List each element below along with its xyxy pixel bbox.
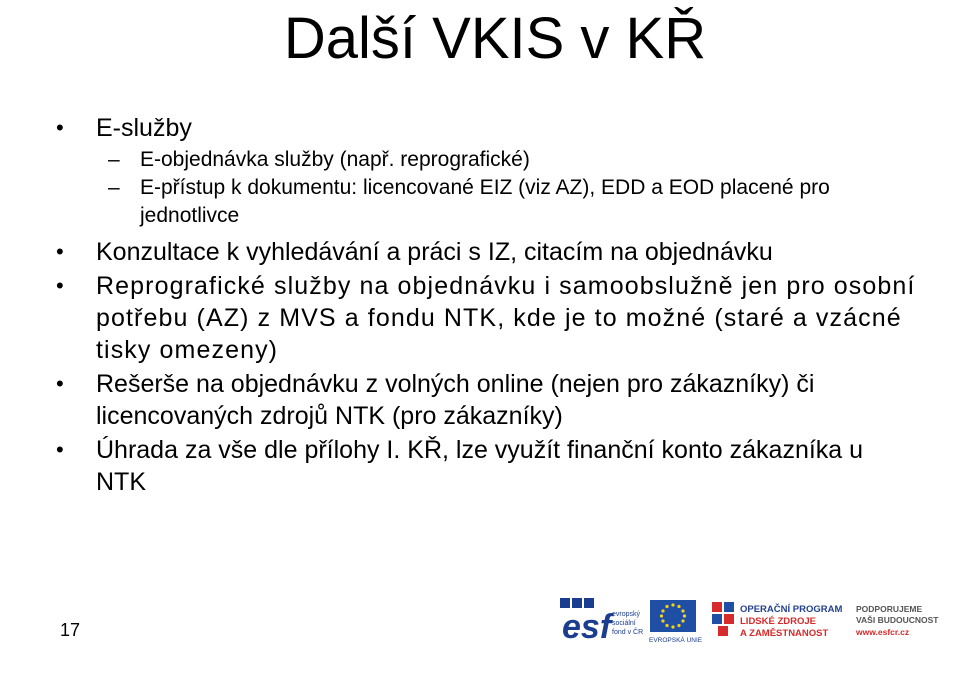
bullet-item	[56, 434, 916, 498]
eu-caption: EVROPSKÁ UNIE	[649, 637, 703, 644]
bullet-item	[56, 270, 916, 366]
bullet-dot-icon: •	[56, 273, 65, 298]
page-number: 17	[60, 620, 81, 640]
dash-icon: –	[108, 148, 120, 171]
esf-text-3: fond v ČR	[612, 629, 644, 636]
dash-icon: –	[108, 176, 120, 199]
sub-text: E-přístup k dokumentu: licencované EIZ (viz AZ), EDD a EOD placené pro jednotlivce	[140, 176, 830, 227]
sub-item	[56, 146, 916, 174]
bullet-text: Rešerše na objednávku z volných online (nejen pro zákazníky) či licencovaných zdrojů NTK (pro zákazníky)	[96, 370, 815, 430]
bullet-text: Reprografické služby na objednávku i samoobslužně jen pro osobní potřebu (AZ) z MVS a fondu NTK, kde je to možné (staré a vzácné tisky omezeny)	[96, 272, 916, 364]
bullet-list	[56, 112, 916, 500]
sub-text: E-objednávka služby (např. reprografické)	[140, 148, 530, 171]
bullet-text: Úhrada za vše dle přílohy I. KŘ, lze využít finanční konto zákazníka u NTK	[96, 436, 864, 496]
op-line-1: OPERAČNÍ PROGRAM	[740, 604, 843, 615]
svg-text:esf: esf	[562, 608, 612, 646]
bullet-dot-icon: •	[56, 437, 64, 462]
bullet-text: E-služby	[96, 114, 192, 142]
esf-logo	[560, 598, 643, 646]
support-line-2: VAŠI BUDOUCNOST	[856, 615, 939, 625]
sub-item	[56, 174, 916, 230]
support-text	[855, 604, 939, 637]
sub-list	[56, 146, 916, 230]
esf-text-2: sociální	[612, 620, 636, 627]
bullet-dot-icon: •	[56, 115, 64, 140]
support-line-1: PODPORUJEME	[856, 604, 923, 614]
bullet-item	[56, 236, 916, 268]
eu-flag-icon	[649, 600, 703, 644]
bullet-item	[56, 112, 916, 144]
bullet-dot-icon: •	[56, 239, 64, 264]
funding-logos	[560, 590, 950, 650]
op-line-2: LIDSKÉ ZDROJE	[740, 616, 817, 627]
funding-logos-svg	[560, 590, 950, 650]
support-url: www.esfcr.cz	[856, 627, 910, 637]
bullet-dot-icon: •	[56, 371, 64, 396]
op-logo	[712, 602, 842, 639]
bullet-text: Konzultace k vyhledávání a práci s IZ, citacím na objednávku	[96, 238, 773, 266]
op-line-3: A ZAMĚSTNANOST	[740, 628, 829, 639]
bullet-item	[56, 368, 916, 432]
esf-text-1: evropský	[612, 611, 641, 618]
slide-title: Další VKIS v KŘ	[283, 6, 707, 71]
